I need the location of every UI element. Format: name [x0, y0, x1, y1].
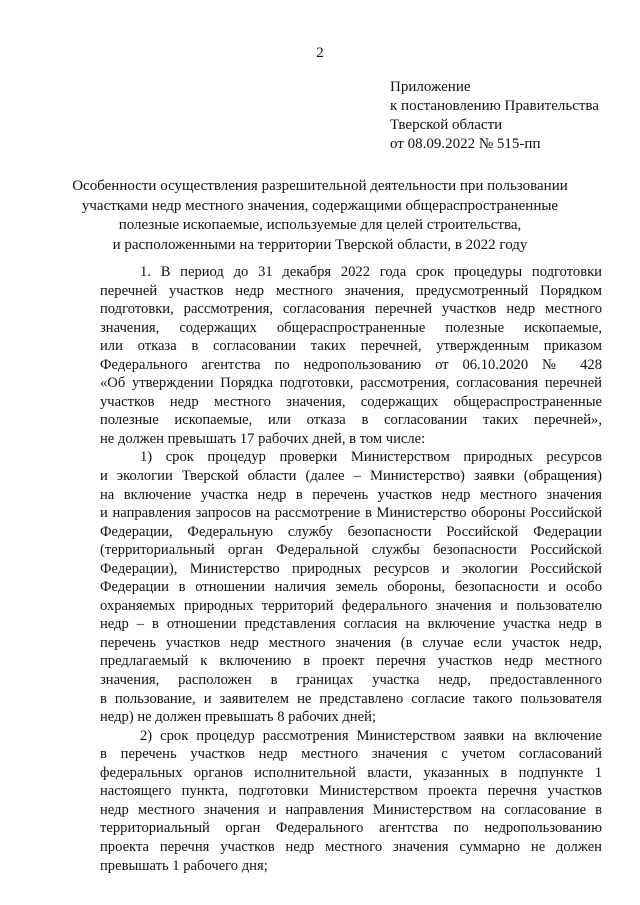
title-line: Особенности осуществления разрешительной деятельности при пользовании: [72, 178, 568, 194]
appendix-line: от 08.09.2022 № 515-пп: [390, 136, 541, 152]
body-line: значения, расположен в границах участка недр, предоставленного: [100, 672, 602, 689]
body-line: территориальный орган Федерального агентства по недропользованию: [100, 820, 602, 837]
body-line: недр) не должен превышать 8 рабочих дней;: [100, 709, 376, 726]
body-line: превышать 1 рабочего дня;: [100, 857, 268, 874]
body-line: федеральных органов исполнительной власти, указанных в подпункте 1: [100, 764, 602, 781]
body-line: недр – в отношении представления согласия на включение участка недр в: [100, 616, 602, 633]
body-line: недр местного значения и направления Министерством на согласование в: [100, 801, 602, 818]
title-line: участками недр местного значения, содержащими общераспространенные: [81, 197, 559, 214]
body-line: предлагаемый к включению в проект перечня участков недр местного: [100, 653, 602, 670]
body-line: или отказа в согласовании таких перечней, утвержденным приказом: [100, 338, 602, 355]
body-line: Федерации, Федеральную службу безопасности Российской Федерации: [100, 523, 602, 540]
body-line: и направления запросов на рассмотрение в Министерство обороны Российской: [100, 505, 602, 522]
title-line: и расположенными на территории Тверской области, в 2022 году: [112, 236, 528, 253]
body-line: охраняемых природных территорий федерального значения и пользователю: [100, 597, 602, 614]
body-line: в перечень участков недр местного значения с учетом согласований: [100, 746, 602, 763]
body-line: Федерации в отношении наличия земель обороны, безопасности и особо: [100, 579, 602, 596]
body-line: 2) срок процедур рассмотрения Министерством заявки на включение: [140, 727, 602, 744]
body-line: 1. В период до 31 декабря 2022 года срок процедуры подготовки: [140, 264, 602, 280]
body-line: полезные ископаемые, или отказа в согласовании таких перечней»,: [100, 412, 602, 429]
appendix-line: к постановлению Правительства: [390, 98, 599, 114]
body-line: перечней участков недр местного значения, предусмотренный Порядком: [100, 282, 602, 299]
body-line: значения, содержащих общераспространенные полезные ископаемые,: [100, 319, 602, 336]
body-line: «Об утверждении Порядка подготовки, рассмотрения, согласования перечней: [100, 375, 602, 392]
appendix-block: [390, 78, 599, 154]
page-number: 2: [316, 45, 324, 61]
body-line: и экологии Тверской области (далее – Министерство) заявки (обращения): [100, 468, 602, 485]
body-line: (территориальный орган Федеральной службы безопасности Российской: [100, 542, 602, 559]
body-line: подготовки, рассмотрения, согласования перечней участков недр местного: [100, 301, 602, 318]
body-line: перечень участков недр местного значения (в случае если участок недр,: [100, 634, 602, 651]
document-body: [100, 263, 602, 875]
document-title: [0, 177, 640, 255]
body-line: 1) срок процедур проверки Министерством природных ресурсов: [140, 449, 602, 466]
body-line: в пользование, и заявителем не представлено согласие такого пользователя: [100, 690, 602, 707]
title-line: полезные ископаемые, используемые для целей строительства,: [118, 217, 522, 233]
body-line: на включение участка недр в перечень участков недр местного значения: [100, 486, 602, 503]
body-line: участков недр местного значения, содержащих общераспространенные: [100, 393, 602, 410]
appendix-line: Тверской области: [390, 117, 503, 133]
appendix-line: Приложение: [390, 79, 471, 95]
body-line: не должен превышать 17 рабочих дней, в том числе:: [100, 430, 426, 447]
body-line: Федерального агентства по недропользованию от 06.10.2020 № 428: [100, 356, 602, 373]
body-line: настоящего пункта, подготовки Министерством проекта перечня участков: [100, 783, 602, 800]
body-line: Федерации), Министерство природных ресурсов и экологии Российской: [100, 560, 602, 577]
body-line: проекта перечня участков недр местного значения суммарно не должен: [100, 838, 602, 855]
